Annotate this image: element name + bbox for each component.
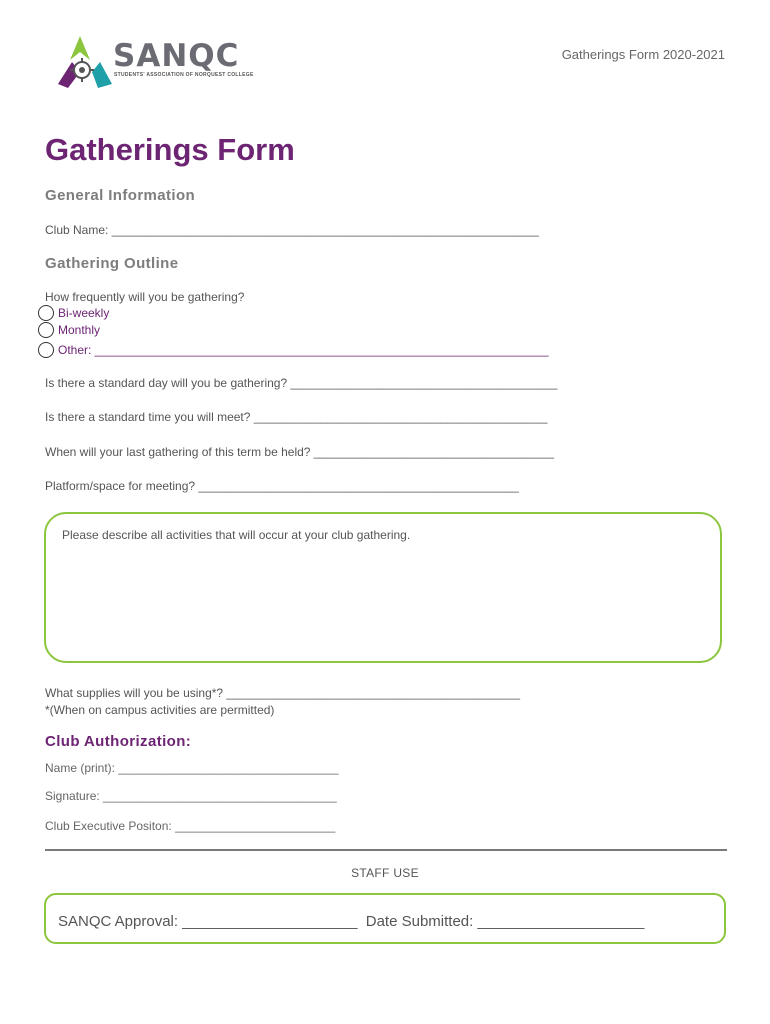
name-print-field[interactable]: Name (print): _________________________________: [45, 761, 339, 775]
signature-field[interactable]: Signature: ___________________________________: [45, 789, 337, 803]
staff-approval-box: [44, 893, 726, 944]
gathering-outline-heading: Gathering Outline: [45, 255, 179, 272]
radio-circle-icon[interactable]: [38, 322, 54, 338]
logo-subtitle: STUDENTS' ASSOCIATION OF NORQUEST COLLEGE: [114, 72, 254, 78]
general-information-heading: General Information: [45, 187, 196, 204]
staff-use-label: STAFF USE: [351, 866, 419, 880]
logo-text: SANQC: [113, 38, 240, 74]
supplies-field[interactable]: What supplies will you be using*? ____________________________________________: [45, 686, 521, 700]
page-title: Gatherings Form: [45, 132, 295, 167]
club-authorization-heading: Club Authorization:: [45, 733, 192, 750]
sanqc-logo-icon: [50, 32, 120, 92]
radio-option-monthly[interactable]: [38, 321, 100, 339]
activities-prompt: Please describe all activities that will occur at your club gathering.: [62, 528, 411, 542]
standard-day-field[interactable]: Is there a standard day will you be gathering? ________________________________________: [45, 376, 558, 390]
club-executive-position-field[interactable]: Club Executive Positon: ________________________: [45, 819, 336, 833]
radio-label: Monthly: [58, 323, 101, 337]
radio-option-other[interactable]: [38, 341, 549, 359]
radio-option-bi-weekly[interactable]: [38, 304, 109, 322]
last-gathering-field[interactable]: When will your last gathering of this term be held? ____________________________________: [45, 445, 555, 459]
standard-time-field[interactable]: Is there a standard time you will meet? ____________________________________________: [45, 410, 548, 424]
approval-fields[interactable]: SANQC Approval: _____________________ Date Submitted: ____________________: [58, 913, 645, 930]
form-year-label: Gatherings Form 2020-2021: [561, 47, 725, 62]
radio-circle-icon[interactable]: [38, 342, 54, 358]
frequency-question: How frequently will you be gathering?: [45, 290, 245, 304]
radio-label: Other: ____________________________________________________________________: [58, 343, 549, 357]
supplies-note: *(When on campus activities are permitted): [45, 703, 275, 717]
staff-divider: [45, 849, 727, 851]
platform-field[interactable]: Platform/space for meeting? ________________________________________________: [45, 479, 519, 493]
club-name-field[interactable]: Club Name: ________________________________________________________________: [45, 223, 539, 237]
radio-circle-icon[interactable]: [38, 305, 54, 321]
activities-textarea[interactable]: [44, 512, 722, 663]
radio-label: Bi-weekly: [58, 306, 110, 320]
